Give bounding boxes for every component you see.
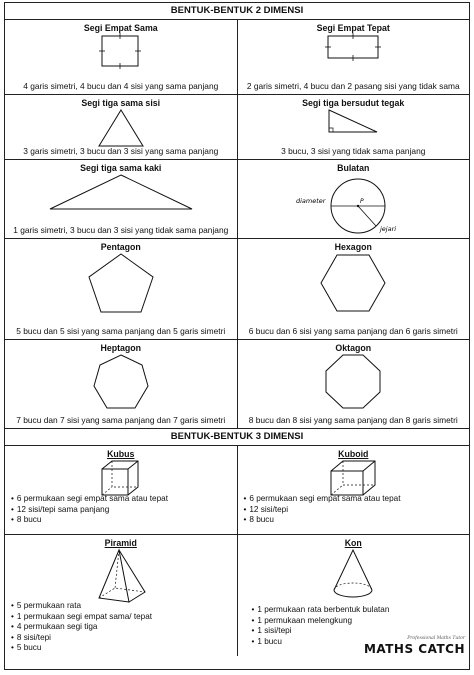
shape-title: Oktagon (335, 343, 372, 353)
cell-circle (237, 160, 470, 238)
fact-item: • 5 bucu (11, 643, 152, 654)
cell-equilateral (5, 95, 237, 159)
fact-item: • 8 sisi/tepi (11, 633, 152, 644)
cell-hexagon (237, 239, 470, 339)
hexagon-shape (318, 252, 388, 314)
cuboid-shape (325, 459, 381, 497)
isosceles-triangle-shape (46, 173, 196, 211)
diameter-label: diameter (296, 197, 326, 205)
cell-square (5, 20, 237, 94)
shape-title: Hexagon (334, 242, 372, 252)
heptagon-shape (88, 353, 154, 411)
fact-item: • 1 permukaan rata berbentuk bulatan (252, 605, 390, 616)
cell-cuboid (237, 446, 470, 534)
fact-item: • 5 permukaan rata (11, 601, 152, 612)
fact-item: • 4 permukaan segi tiga (11, 622, 152, 633)
fact-item: • 12 sisi/tepi (244, 505, 401, 516)
shape-title: Piramid (104, 538, 137, 548)
logo-tagline: Professional Maths Tutor (407, 636, 465, 641)
cube-shape (96, 459, 146, 497)
square-shape (96, 33, 146, 73)
cell-cube (5, 446, 237, 534)
row-2d-1 (5, 20, 469, 95)
shape-title: Kubus (107, 449, 135, 459)
shape-desc: 8 bucu dan 8 sisi yang sama panjang dan 8 garis simetri (248, 415, 458, 425)
shape-desc: 3 bucu, 3 sisi yang tidak sama panjang (281, 146, 426, 156)
shape-title: Heptagon (100, 343, 142, 353)
shape-desc: 1 garis simetri, 3 bucu dan 3 sisi yang tidak sama panjang (13, 225, 229, 235)
fact-item: • 8 bucu (244, 515, 401, 526)
fact-item: • 1 bucu (252, 637, 390, 648)
shape-desc: 6 bucu dan 6 sisi yang sama panjang dan 6 garis simetri (248, 326, 458, 336)
maths-catch-logo (364, 634, 465, 654)
circle-shape (278, 173, 428, 235)
fact-item: • 6 permukaan segi empat sama atau tepat (244, 494, 401, 505)
fact-list (11, 601, 152, 654)
equilateral-triangle-shape (91, 108, 151, 148)
row-2d-4 (5, 239, 469, 340)
shape-desc: 3 garis simetri, 3 bucu dan 3 sisi yang sama panjang (23, 146, 219, 156)
shape-title: Segi tiga bersudut tegak (302, 98, 405, 108)
header-3d: BENTUK-BENTUK 3 DIMENSI (5, 429, 469, 446)
shape-title: Kuboid (338, 449, 369, 459)
header-2d: BENTUK-BENTUK 2 DIMENSI (5, 3, 469, 20)
cell-pentagon (5, 239, 237, 339)
cell-cone (237, 535, 470, 656)
cell-right-triangle (237, 95, 470, 159)
shape-title: Segi Empat Sama (83, 23, 158, 33)
row-2d-2 (5, 95, 469, 160)
shape-desc: 2 garis simetri, 4 bucu dan 2 pasang sisi yang tidak sama (246, 81, 460, 91)
fact-item: • 6 permukaan segi empat sama atau tepat (11, 494, 168, 505)
shape-title: Segi tiga sama kaki (80, 163, 162, 173)
cell-isosceles (5, 160, 237, 238)
shape-title: Segi Empat Tepat (316, 23, 390, 33)
fact-list (244, 494, 401, 526)
rectangle-shape (318, 33, 388, 63)
pentagon-shape (86, 252, 156, 314)
shape-title: Pentagon (100, 242, 141, 252)
fact-item: • 1 permukaan melengkung (252, 616, 390, 627)
cell-heptagon (5, 340, 237, 428)
cell-octagon (237, 340, 470, 428)
center-label: P (360, 198, 364, 205)
reference-sheet (4, 2, 470, 670)
shape-title: Segi tiga sama sisi (81, 98, 161, 108)
shape-title: Bulatan (337, 163, 370, 173)
fact-item: • 8 bucu (11, 515, 168, 526)
shape-title: Kon (344, 538, 362, 548)
right-triangle-shape (323, 108, 383, 134)
fact-item: • 1 sisi/tepi (252, 626, 390, 637)
shape-desc: 7 bucu dan 7 sisi yang sama panjang dan 7 garis simetri (16, 415, 226, 425)
row-2d-3 (5, 160, 469, 239)
fact-item: • 12 sisi/tepi sama panjang (11, 505, 168, 516)
fact-list (11, 494, 168, 526)
cone-shape (328, 548, 378, 600)
pyramid-shape (91, 548, 151, 604)
shape-desc: 4 garis simetri, 4 bucu dan 4 sisi yang sama panjang (23, 81, 219, 91)
octagon-shape (323, 353, 383, 411)
row-3d-1 (5, 446, 469, 535)
row-2d-5 (5, 340, 469, 429)
cell-rectangle (237, 20, 470, 94)
fact-item: • 1 permukaan segi empat sama/ tepat (11, 612, 152, 623)
row-3d-2 (5, 535, 469, 656)
logo-name: MATHS CATCH (363, 642, 465, 656)
cell-pyramid (5, 535, 237, 656)
shape-desc: 5 bucu dan 5 sisi yang sama panjang dan 5 garis simetri (16, 326, 226, 336)
jejari-label: jejari (380, 225, 397, 233)
